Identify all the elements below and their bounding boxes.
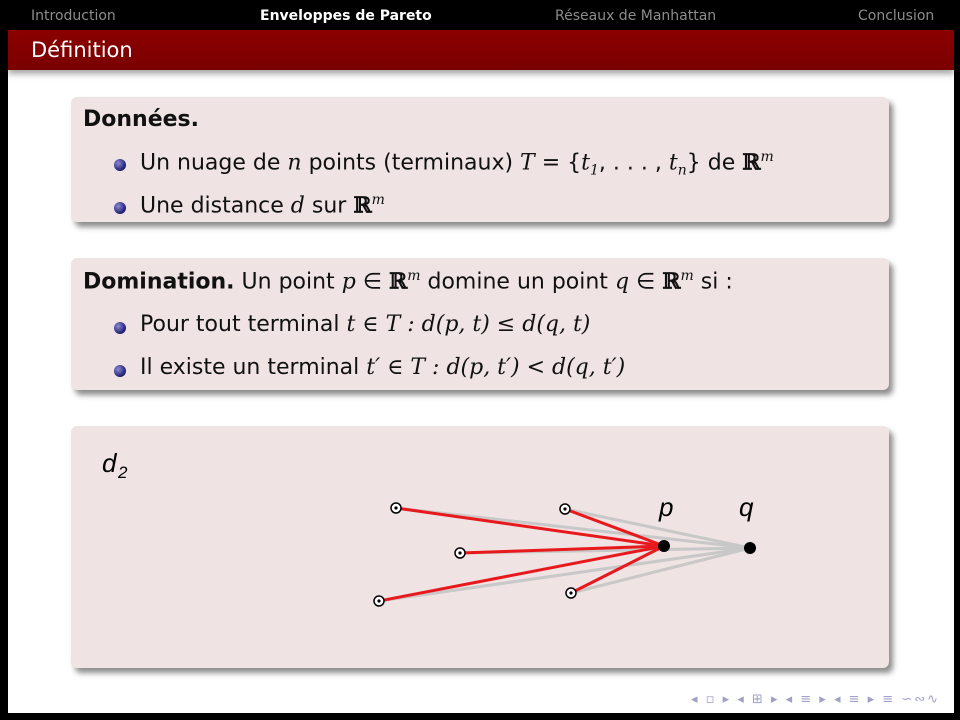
nav-enveloppes-de-pareto[interactable]: Enveloppes de Pareto [260, 8, 432, 24]
bullet-icon [114, 159, 126, 171]
line-p-t5 [571, 546, 664, 593]
nav-conclusion[interactable]: Conclusion [858, 8, 935, 24]
block-domination-title: Domination. Un point p ∈ ℝ$^m$ domine un point q ∈ ℝ$^m$ si : [83, 268, 733, 295]
terminal-point [391, 503, 401, 513]
bullet-icon [114, 202, 126, 214]
block-donnees-title: Données. [83, 107, 199, 132]
section-navigation [8, 0, 954, 30]
nav-introduction[interactable]: Introduction [31, 8, 116, 24]
terminal-point [566, 588, 576, 598]
point-q [744, 542, 756, 554]
block-domination [71, 258, 889, 390]
line-p-t1 [396, 508, 664, 546]
line-q-t1 [396, 508, 750, 548]
bullet-icon [114, 322, 126, 334]
domination-item-exists: Il existe un terminal t′ ∈ T : d(p, t′) < d(q, t′) [140, 355, 626, 380]
bullet-icon [114, 365, 126, 377]
line-p-t4 [379, 546, 664, 601]
q-distance-lines [379, 508, 750, 601]
donnees-item-points: Un nuage de n points (terminaux) $T = \{t_1$, . . . , $t_n$} de ℝ$^m$ [140, 149, 774, 179]
metric-subscript: 2 [118, 463, 128, 482]
block-donnees [71, 97, 889, 222]
metric-label: d [102, 448, 117, 478]
label-q: q [739, 492, 754, 522]
domination-figure [71, 426, 889, 668]
point-p [658, 540, 670, 552]
donnees-item-distance: Une distance d sur ℝ$^m$ [140, 192, 385, 219]
terminal-point [560, 504, 570, 514]
frame-title: Définition [31, 38, 133, 62]
beamer-navigation-symbols[interactable]: ◂ ▫ ▸ ◂ ⊞ ▸ ◂ ≡ ▸ ◂ ≡ ▸ ≡ ∽∾∿ [691, 692, 940, 707]
domination-item-all: Pour tout terminal t ∈ T : d(p, t) ≤ d(q, t) [140, 312, 591, 337]
label-p: p [659, 492, 674, 522]
terminal-point [374, 596, 384, 606]
block-figure [71, 426, 889, 668]
terminal-point [455, 548, 465, 558]
nav-reseaux-de-manhattan[interactable]: Réseaux de Manhattan [555, 8, 717, 24]
frame-title-bar [8, 30, 954, 70]
line-q-t4 [379, 548, 750, 601]
slide [8, 0, 954, 713]
